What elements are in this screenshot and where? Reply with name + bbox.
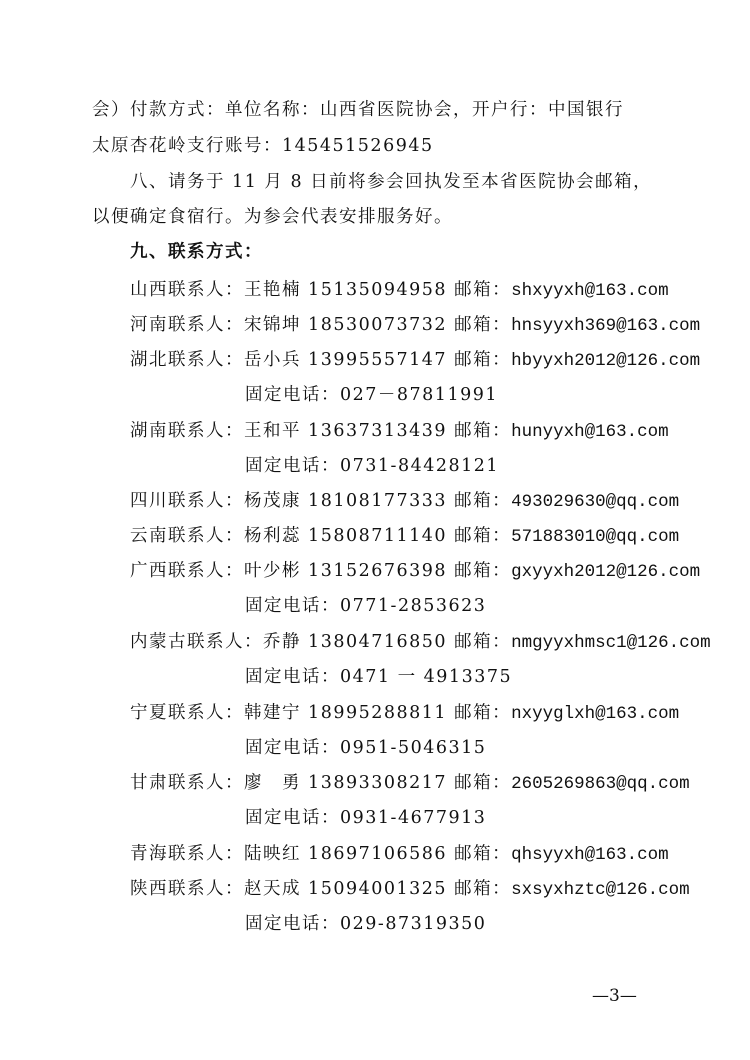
contact-line	[130, 630, 711, 655]
contact-line	[130, 278, 669, 303]
page-number: —3—	[592, 986, 637, 1006]
contact-line	[130, 419, 669, 444]
contact-name-phone: 湖南联系人：王和平 13637313439 邮箱：	[130, 421, 512, 441]
contact-name-phone: 湖北联系人：岳小兵 13995557147 邮箱：	[130, 350, 512, 370]
contact-landline: 固定电话：0471 一 4913375	[245, 667, 513, 687]
contact-line	[130, 348, 700, 373]
contact-line	[130, 313, 700, 338]
contact-email: gxyyxh2012@126.com	[511, 562, 701, 582]
contact-name-phone: 陕西联系人：赵天成 15094001325 邮箱：	[130, 879, 512, 899]
contact-name-phone: 甘肃联系人：廖 勇 13893308217 邮箱：	[130, 773, 512, 793]
contact-email: 571883010@qq.com	[511, 527, 680, 547]
contact-email: hunyyxh@163.com	[511, 422, 669, 442]
contact-email: 2605269863@qq.com	[511, 774, 690, 794]
contact-line	[130, 771, 690, 796]
contact-email: nmgyyxhmsc1@126.com	[511, 633, 711, 653]
contact-line	[130, 489, 679, 514]
contact-line	[130, 524, 679, 549]
contact-name-phone: 宁夏联系人：韩建宁 18995288811 邮箱：	[130, 703, 512, 723]
contact-landline: 固定电话：0731-84428121	[245, 456, 500, 476]
contact-name-phone: 山西联系人：王艳楠 15135094958 邮箱：	[130, 280, 512, 300]
contact-name-phone: 河南联系人：宋锦坤 18530073732 邮箱：	[130, 315, 512, 335]
contact-email: hnsyyxh369@163.com	[511, 316, 701, 336]
contact-landline: 固定电话：0771-2853623	[245, 596, 487, 616]
section8-line-2: 以便确定食宿行。为参会代表安排服务好。	[92, 207, 453, 227]
section9-title: 九、联系方式：	[130, 242, 263, 262]
contact-line	[130, 559, 700, 584]
contact-name-phone: 青海联系人：陆映红 18697106586 邮箱：	[130, 844, 512, 864]
payment-line-2: 太原杏花岭支行账号：145451526945	[92, 136, 434, 156]
contact-email: shxyyxh@163.com	[511, 281, 669, 301]
contact-landline: 固定电话：0931-4677913	[245, 808, 487, 828]
contact-line	[130, 842, 669, 867]
contact-email: hbyyxh2012@126.com	[511, 351, 701, 371]
contact-name-phone: 四川联系人：杨茂康 18108177333 邮箱：	[130, 491, 512, 511]
contact-line	[130, 877, 690, 902]
section8-line-1: 八、请务于 11 月 8 日前将参会回执发至本省医院协会邮箱，	[130, 172, 653, 192]
contact-email: 493029630@qq.com	[511, 492, 680, 512]
payment-line-1: 会）付款方式：单位名称：山西省医院协会，开户行：中国银行	[92, 100, 624, 120]
contact-landline: 固定电话：027－87811991	[245, 385, 498, 405]
contact-landline: 固定电话：029-87319350	[245, 914, 487, 934]
contact-name-phone: 广西联系人：叶少彬 13152676398 邮箱：	[130, 561, 512, 581]
contact-line	[130, 701, 679, 726]
contact-email: qhsyyxh@163.com	[511, 845, 669, 865]
contact-email: nxyyglxh@163.com	[511, 704, 680, 724]
contact-landline: 固定电话：0951-5046315	[245, 738, 487, 758]
contact-name-phone: 内蒙古联系人：乔静 13804716850 邮箱：	[130, 632, 512, 652]
contact-email: sxsyxhztc@126.com	[511, 880, 690, 900]
contact-name-phone: 云南联系人：杨利蕊 15808711140 邮箱：	[130, 526, 512, 546]
